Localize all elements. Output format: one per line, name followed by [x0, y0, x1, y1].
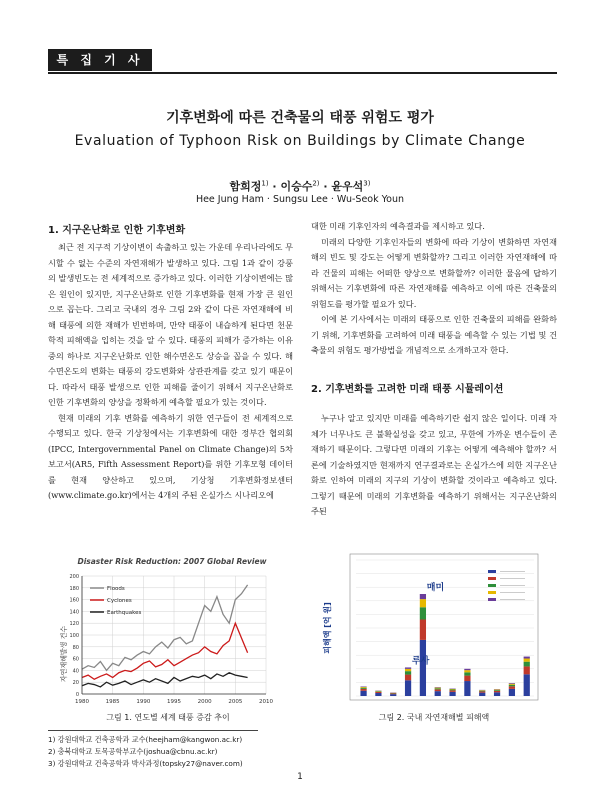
- footnote: 3) 강원대학교 건축공학과 박사과정(topsky27@naver.com): [48, 759, 243, 768]
- bar-segment: [420, 620, 426, 640]
- chart-axes: [69, 574, 273, 705]
- author-separator: ·: [323, 180, 328, 193]
- bar-segment: [449, 692, 455, 696]
- y-axis-label: 자연재해발생 건수: [60, 625, 68, 683]
- authors-english: Hee Jung Ham · Sungsu Lee · Wu-Seok Youn: [195, 194, 405, 205]
- figure-1-caption: 그림 1. 연도별 세계 태풍 증감 추이: [106, 713, 230, 722]
- bar-segment: [524, 659, 530, 662]
- bar-segment: [479, 693, 485, 696]
- bar-annotation: 매미: [426, 583, 445, 593]
- y-tick-label: 0: [75, 692, 79, 698]
- legend-swatch: [488, 598, 496, 601]
- author-name: 이승수: [280, 180, 313, 193]
- chart-legend: [90, 586, 141, 616]
- body-column-right-bottom: [311, 411, 557, 516]
- series-line-earthquakes: [82, 673, 248, 687]
- bar-segment: [360, 687, 366, 688]
- y-tick-label: 120: [69, 621, 79, 628]
- paragraph: 현재 미래의 기후 변화를 예측하기 위한 연구들이 전 세계적으로 수행되고 있다. 한국 기상청에서는 기후변화에 대한 정부간 협의회(IPCC, Intergovernmental Panel on Climate Change)의 5차보고서(AR5, Fifth Assessment Report)를 위한 기후모형 데이터를 현재 양산하고 있으며, 기상청 기후변화정보센터(www.climate.go.kr)에서는 4개의 주된 온실가스 시나리오에: [48, 412, 293, 500]
- bar-segment: [405, 669, 411, 671]
- x-tick-label: 1995: [167, 699, 181, 705]
- paragraph: 누구나 알고 있지만 미래를 예측하기란 쉽지 않은 일이다. 미래 자체가 너무나도 큰 불확실성을 갖고 있고, 무한에 가까운 변수들이 존재하기 때문이다. 그렇다면 미래의 기후는 어떻게 예측해야 할까? 서론에 기술하였지만 현재까지 연구결과로는 온실가스에 의한 지구온난화로 인하여 미래의 지구의 기상이 변화할 것이라고 예측하고 있다. 그렇기 때문에 미래의 기후변화를 예측하기 위해서는 지구온난화의 주된: [311, 413, 557, 516]
- paragraph: 미래의 다양한 기후인자들의 변화에 따라 기상이 변화하면 자연재해의 빈도 및 강도는 어떻게 변화할까? 그리고 이러한 자연재해에 따라 건물의 피해는 어떠한 양상으로 변화할까? 이러한 물음에 답하기 위해서는 기후변화에 따른 자연재해를 예측하고 이에 따른 건축물의 위험도를 평가할 필요가 있다.: [311, 236, 557, 309]
- header-rule: [48, 72, 557, 74]
- bar-segment: [509, 683, 515, 684]
- bar-segment: [435, 689, 441, 691]
- y-axis-label: 피해액 [억 원]: [323, 602, 332, 654]
- paragraph: 이에 본 기사에서는 미래의 태풍으로 인한 건축물의 피해를 완화하기 위해, 기후변화를 고려하여 미래 태풍을 예측할 수 있는 기법 및 건축물의 위험도 평가방법을 개념적으로 소개하고자 한다.: [311, 314, 557, 355]
- x-tick-label: 1985: [105, 699, 120, 705]
- authors-korean: [0, 178, 600, 194]
- bar-segment: [524, 657, 530, 659]
- bar-segment: [449, 690, 455, 691]
- legend-label: Floods: [107, 586, 125, 592]
- y-tick-label: 100: [69, 633, 79, 639]
- footnotes: [48, 734, 348, 770]
- bar-segment: [420, 640, 426, 696]
- bar-segment: [375, 692, 381, 693]
- bar-segment: [509, 686, 515, 689]
- y-tick-label: 140: [69, 609, 79, 616]
- title-english: Evaluation of Typhoon Risk on Buildings by Climate Change: [74, 133, 526, 149]
- bar-segment: [494, 692, 500, 696]
- figure-2-bar-chart: [320, 548, 542, 708]
- footnote: 1) 강원대학교 건축공학과 교수(heejham@kangwon.ac.kr): [48, 735, 243, 744]
- footnote-rule: [48, 730, 258, 731]
- author-name: 함희정: [229, 180, 262, 193]
- page-number: 1: [297, 772, 303, 782]
- title-korean: 기후변화에 따른 건축물의 태풍 위험도 평가: [166, 110, 434, 126]
- bar-segment: [464, 669, 470, 670]
- bar-segment: [449, 689, 455, 690]
- y-tick-label: 80: [72, 644, 79, 651]
- bar-segment: [405, 671, 411, 674]
- x-tick-label: 1990: [136, 699, 151, 705]
- plot-frame: [350, 554, 538, 700]
- bar-segment: [405, 675, 411, 681]
- bar-segment: [464, 676, 470, 681]
- legend-swatch: [488, 570, 496, 573]
- y-tick-label: 20: [72, 680, 79, 687]
- x-tick-label: 1980: [75, 699, 89, 705]
- author-mark: 1): [261, 179, 269, 188]
- bar-segment: [420, 599, 426, 607]
- y-tick-label: 60: [72, 656, 79, 663]
- legend-swatch: [488, 591, 496, 594]
- y-tick-label: 200: [69, 574, 79, 580]
- legend-label: Earthquakes: [107, 610, 142, 616]
- legend-swatch: [488, 584, 496, 587]
- bar-segment: [420, 594, 426, 599]
- bar-segment: [375, 693, 381, 696]
- figure-2-caption: 그림 2. 국내 자연재해별 피해액: [378, 713, 490, 722]
- bar-annotation: 루사: [411, 656, 430, 667]
- x-tick-label: 2010: [259, 699, 273, 705]
- bar-segment: [479, 691, 485, 692]
- bar-segment: [464, 670, 470, 672]
- y-tick-label: 40: [72, 668, 79, 675]
- bar-segment: [464, 672, 470, 675]
- section-heading: 2. 기후변화를 고려한 미래 태풍 시뮬레이션: [311, 384, 504, 395]
- paragraph: 대한 미래 기후인자의 예측결과를 제시하고 있다.: [311, 221, 485, 231]
- bar-segment: [479, 691, 485, 692]
- legend-swatch: [488, 577, 496, 580]
- section-tag: 특 집 기 사: [48, 49, 152, 71]
- y-tick-label: 160: [69, 597, 79, 604]
- bar-segment: [360, 688, 366, 689]
- bar-segment: [390, 693, 396, 694]
- section-heading: 1. 지구온난화로 인한 기후변화: [48, 225, 186, 236]
- bar-segment: [509, 689, 515, 696]
- bar-segment: [360, 691, 366, 696]
- legend-label: Cyclones: [107, 598, 132, 604]
- author-separator: ·: [272, 180, 277, 193]
- y-tick-label: 180: [69, 585, 79, 592]
- bar-segment: [524, 662, 530, 667]
- bar-segment: [509, 685, 515, 687]
- bar-segment: [464, 681, 470, 696]
- author-mark: 3): [363, 179, 371, 188]
- footnote: 2) 충북대학교 토목공학부교수(joshua@cbnu.ac.kr): [48, 747, 218, 756]
- bar-segment: [390, 694, 396, 696]
- bar-segment: [494, 690, 500, 691]
- x-tick-label: 2005: [228, 699, 243, 705]
- body-column-right-top: [311, 219, 557, 359]
- paragraph: 최근 전 지구적 기상이변이 속출하고 있는 가운데 우리나라에도 무시할 수 없는 수준의 자연재해가 발생하고 있다. 그림 1과 같이 강풍의 발생빈도는 전 세계적으로 증가하고 있다. 이러한 기상이변에는 많은 원인이 있지만, 지구온난화로 인한 기후변화를 현재 가장 큰 원인으로 꼽는다. 그리고 국내의 경우 그림 2와 같이 다른 자연재해에 비해 태풍에 의한 재해가 빈번하며, 만약 태풍이 내습하게 된다면 천문학적 피해액을 입히는 것을 알 수 있다. 태풍의 피해가 증가하는 이유 중의 하나로 지구온난화로 인한 해수면온도 상승을 꼽을 수 있다. 해수면온도의 변화는 태풍의 강도변화와 상관관계를 갖고 있기 때문이다. 따라서 태풍 발생으로 인한 피해를 줄이기 위해서 지구온난화로 인한 기후변화의 양상을 정확하게 예측할 필요가 있는 것이다.: [48, 242, 293, 407]
- bar-segment: [494, 690, 500, 691]
- bar-segment: [405, 680, 411, 696]
- x-tick-label: 2000: [197, 699, 212, 705]
- bar-segment: [435, 688, 441, 689]
- bar-segment: [449, 689, 455, 690]
- bar-segment: [435, 688, 441, 689]
- bar-segment: [509, 684, 515, 685]
- author-mark: 2): [312, 179, 320, 188]
- figure-1-line-chart: [52, 554, 280, 730]
- bar-segment: [420, 607, 426, 619]
- bar-segment: [524, 666, 530, 674]
- bar-segment: [360, 689, 366, 691]
- author-name: 윤우석: [331, 180, 364, 193]
- bar-segment: [405, 667, 411, 668]
- bar-segment: [375, 691, 381, 692]
- bar-segment: [435, 691, 441, 696]
- bar-segment: [494, 691, 500, 692]
- chart-title: Disaster Risk Reduction: 2007 Global Review: [77, 557, 267, 566]
- body-column-left: [48, 240, 293, 552]
- bar-segment: [524, 674, 530, 696]
